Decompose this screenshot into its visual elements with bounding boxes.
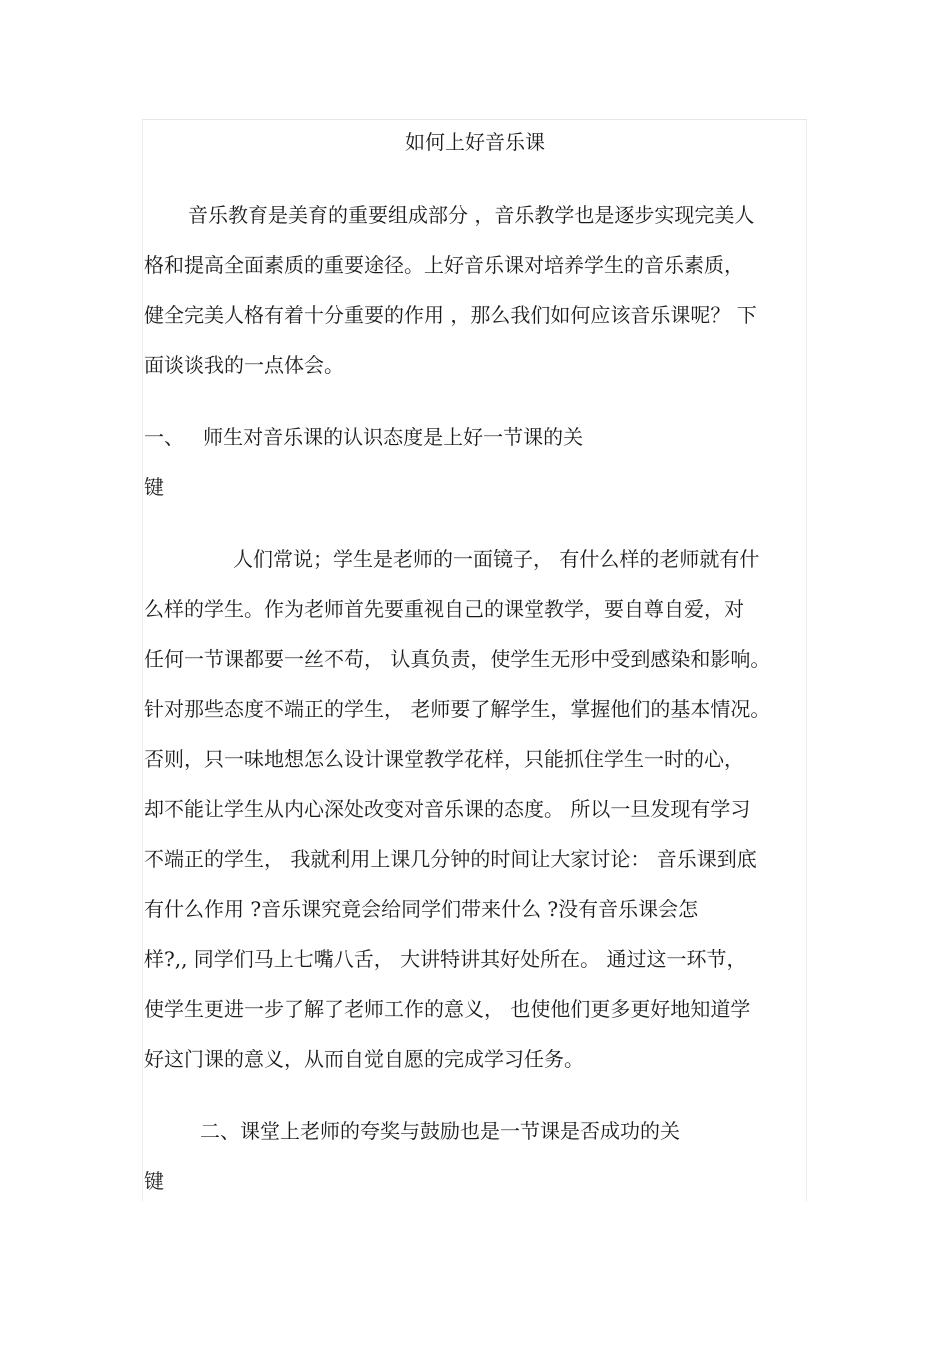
intro-line-2: 格和提高全面素质的重要途径。上好音乐课对培养学生的音乐素质， [144, 253, 744, 277]
section1-body-line-5: 否则，只一味地想怎么设计课堂教学花样，只能抓住学生一时的心， [144, 747, 744, 771]
intro-line-3: 健全完美人格有着十分重要的作用 ，那么我们如何应该音乐课呢？ 下 [144, 303, 757, 327]
section1-heading-line-2: 键 [144, 475, 164, 499]
section2-heading-line-2: 键 [144, 1169, 164, 1193]
intro-line-1: 音乐教育是美育的重要组成部分 ，音乐教学也是逐步实现完美人 [188, 203, 755, 227]
section1-body-line-1: 人们常说；学生是老师的一面镜子， 有什么样的老师就有什 [233, 547, 760, 571]
section1-body-line-9: 样?,, 同学们马上七嘴八舌， 大讲特讲其好处所在。 通过这一环节， [144, 947, 747, 971]
section1-body-line-10: 使学生更进一步了解了老师工作的意义， 也使他们更多更好地知道学 [144, 997, 751, 1021]
intro-line-4: 面谈谈我的一点体会。 [144, 353, 344, 377]
section1-body-line-8: 有什么作用 ?音乐课究竟会给同学们带来什么 ?没有音乐课会怎 [144, 897, 699, 921]
section1-heading-line-1: 一、 师生对音乐课的认识态度是上好一节课的关 [144, 425, 584, 449]
section1-body-line-3: 任何一节课都要一丝不苟， 认真负责，使学生无形中受到感染和影响。 [144, 647, 771, 671]
section1-body-line-2: 么样的学生。作为老师首先要重视自己的课堂教学，要自尊自爱，对 [144, 597, 744, 621]
section1-body-line-7: 不端正的学生， 我就利用上课几分钟的时间让大家讨论： 音乐课到底 [144, 847, 757, 871]
section2-heading-line-1: 二、课堂上老师的夸奖与鼓励也是一节课是否成功的关 [200, 1119, 680, 1143]
section1-body-line-4: 针对那些态度不端正的学生， 老师要了解学生，掌握他们的基本情况。 [144, 697, 771, 721]
document-title: 如何上好音乐课 [405, 130, 545, 154]
section1-body-line-6: 却不能让学生从内心深处改变对音乐课的态度。 所以一旦发现有学习 [144, 797, 751, 821]
section1-body-line-11: 好这门课的意义，从而自觉自愿的完成学习任务。 [144, 1047, 584, 1071]
